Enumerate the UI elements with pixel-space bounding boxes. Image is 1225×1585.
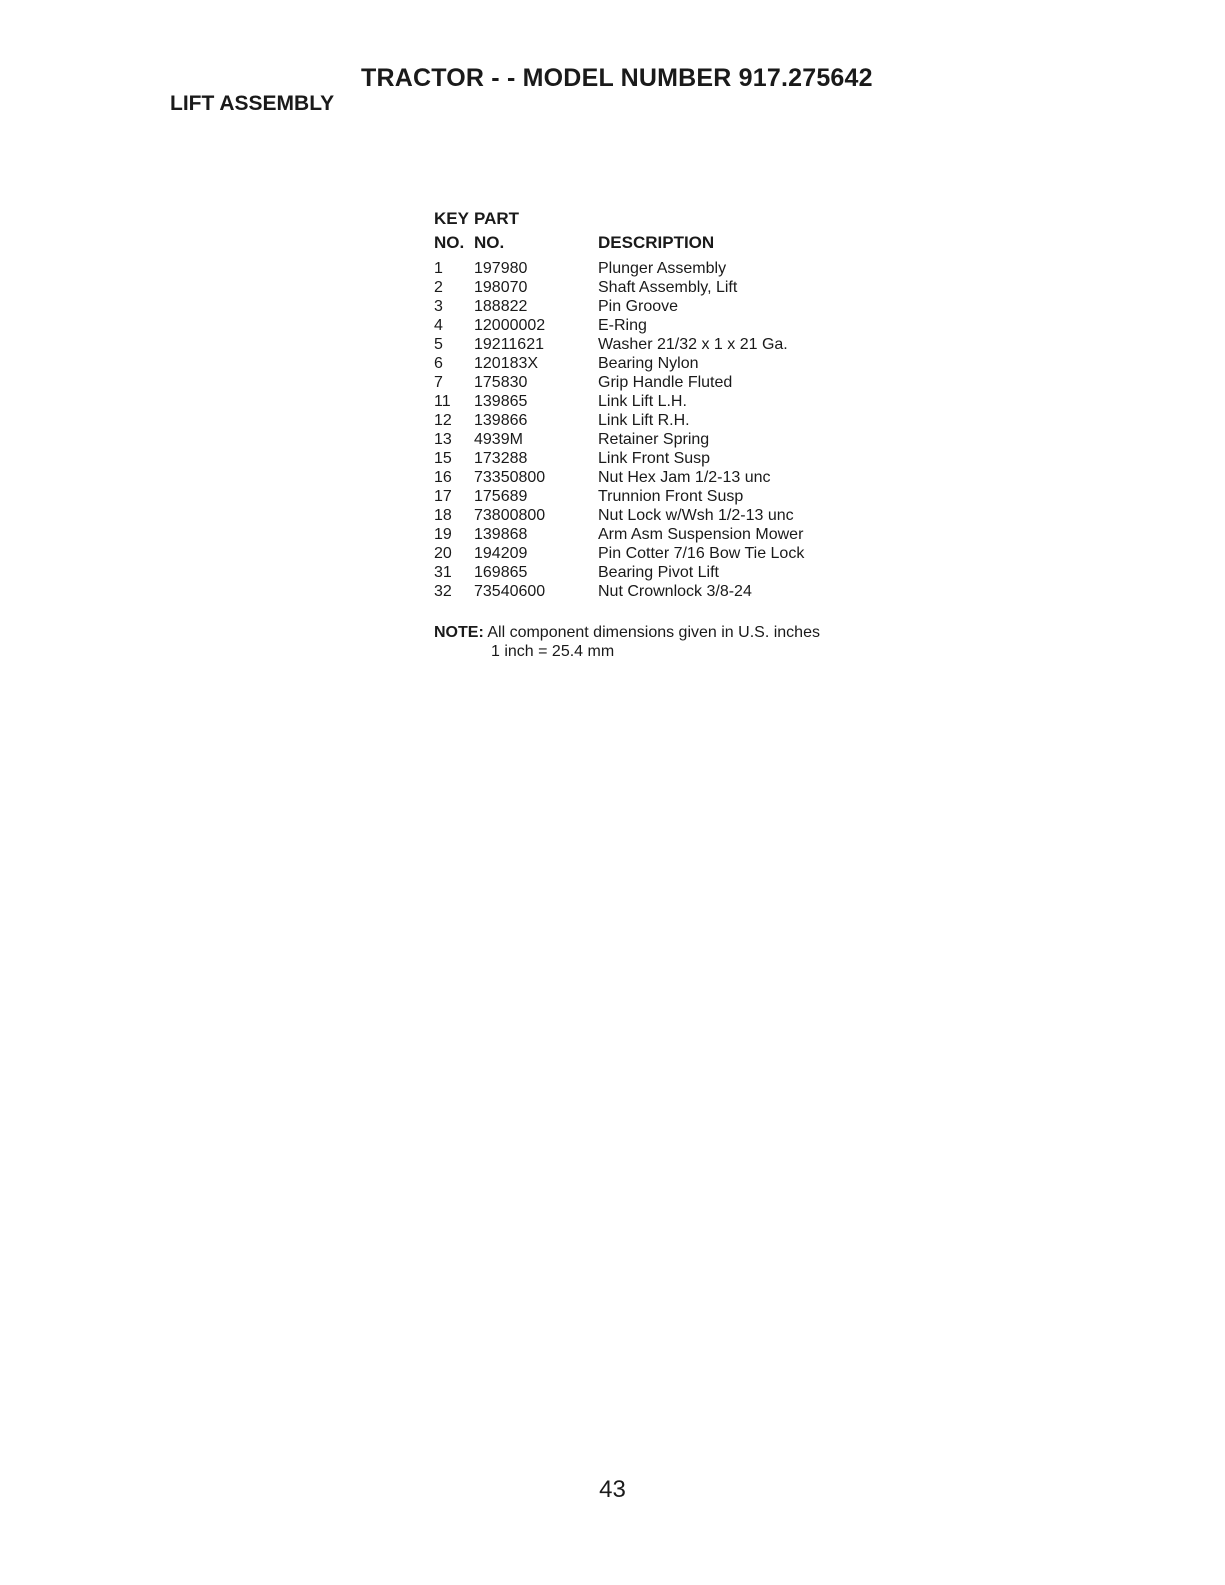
note-line-2: 1 inch = 25.4 mm bbox=[491, 643, 615, 660]
key-cell: 12 bbox=[434, 412, 452, 429]
description-cell: Nut Lock w/Wsh 1/2-13 unc bbox=[598, 507, 794, 524]
header-description: DESCRIPTION bbox=[598, 233, 715, 252]
part-number-cell: 12000002 bbox=[474, 317, 546, 334]
note-block bbox=[434, 623, 820, 661]
parts-table-body bbox=[434, 259, 898, 601]
description-cell: Bearing Pivot Lift bbox=[598, 564, 719, 581]
part-number-cell: 175689 bbox=[474, 488, 528, 505]
section-title: LIFT ASSEMBLY bbox=[170, 92, 335, 115]
key-cell: 6 bbox=[434, 355, 443, 372]
part-number-cell: 139866 bbox=[474, 412, 528, 429]
key-cell: 18 bbox=[434, 507, 452, 524]
note-line-1 bbox=[434, 623, 820, 642]
table-row bbox=[434, 487, 898, 506]
parts-table bbox=[434, 208, 898, 601]
table-row bbox=[434, 430, 898, 449]
part-number-cell: 194209 bbox=[474, 545, 528, 562]
table-row bbox=[434, 392, 898, 411]
part-number-cell: 139865 bbox=[474, 393, 528, 410]
part-number-cell: 198070 bbox=[474, 279, 528, 296]
key-cell: 2 bbox=[434, 279, 443, 296]
header-key-bottom: NO. bbox=[434, 233, 465, 252]
table-row bbox=[434, 582, 898, 601]
table-row bbox=[434, 449, 898, 468]
part-number-cell: 173288 bbox=[474, 450, 528, 467]
part-number-cell: 197980 bbox=[474, 260, 528, 277]
parts-table-header bbox=[434, 208, 898, 259]
description-cell: Nut Crownlock 3/8-24 bbox=[598, 583, 752, 600]
part-number-cell: 73350800 bbox=[474, 469, 546, 486]
key-cell: 11 bbox=[434, 393, 451, 410]
part-number-cell: 73800800 bbox=[474, 507, 546, 524]
key-cell: 13 bbox=[434, 431, 452, 448]
description-cell: Arm Asm Suspension Mower bbox=[598, 526, 804, 543]
key-cell: 3 bbox=[434, 298, 443, 315]
table-row bbox=[434, 335, 898, 354]
key-cell: 32 bbox=[434, 583, 452, 600]
part-number-cell: 19211621 bbox=[474, 336, 544, 353]
note-label: NOTE: bbox=[434, 624, 484, 641]
part-number-cell: 73540600 bbox=[474, 583, 546, 600]
part-number-cell: 4939M bbox=[474, 431, 523, 448]
table-row bbox=[434, 354, 898, 373]
key-cell: 1 bbox=[434, 260, 443, 277]
key-cell: 5 bbox=[434, 336, 443, 353]
key-cell: 17 bbox=[434, 488, 452, 505]
description-cell: Nut Hex Jam 1/2-13 unc bbox=[598, 469, 771, 486]
table-row bbox=[434, 544, 898, 563]
table-row bbox=[434, 506, 898, 525]
header-row-top bbox=[434, 208, 898, 230]
table-row bbox=[434, 468, 898, 487]
part-number-cell: 175830 bbox=[474, 374, 528, 391]
key-cell: 4 bbox=[434, 317, 443, 334]
table-row bbox=[434, 563, 898, 582]
description-cell: Link Front Susp bbox=[598, 450, 711, 467]
header-key-top: KEY bbox=[434, 209, 469, 228]
key-cell: 15 bbox=[434, 450, 452, 467]
description-cell: Trunnion Front Susp bbox=[598, 488, 744, 505]
key-cell: 7 bbox=[434, 374, 443, 391]
header-part-top: PART bbox=[474, 209, 520, 228]
key-cell: 16 bbox=[434, 469, 452, 486]
key-cell: 19 bbox=[434, 526, 452, 543]
part-number-cell: 169865 bbox=[474, 564, 528, 581]
header-part-bottom: NO. bbox=[474, 233, 505, 252]
part-number-cell: 139868 bbox=[474, 526, 528, 543]
description-cell: Link Lift R.H. bbox=[598, 412, 690, 429]
description-cell: Retainer Spring bbox=[598, 431, 710, 448]
description-cell: Plunger Assembly bbox=[598, 260, 727, 277]
description-cell: Shaft Assembly, Lift bbox=[598, 279, 738, 296]
description-cell: Grip Handle Fluted bbox=[598, 374, 733, 391]
note-text: All component dimensions given in U.S. inches bbox=[487, 624, 820, 641]
table-row bbox=[434, 259, 898, 278]
description-cell: Pin Cotter 7/16 Bow Tie Lock bbox=[598, 545, 805, 562]
table-row bbox=[434, 278, 898, 297]
table-row bbox=[434, 525, 898, 544]
description-cell: Bearing Nylon bbox=[598, 355, 699, 372]
table-row bbox=[434, 373, 898, 392]
key-cell: 31 bbox=[434, 564, 452, 581]
description-cell: Link Lift L.H. bbox=[598, 393, 687, 410]
table-row bbox=[434, 411, 898, 430]
description-cell: E-Ring bbox=[598, 317, 647, 334]
header-spacer bbox=[598, 208, 898, 230]
description-cell: Washer 21/32 x 1 x 21 Ga. bbox=[598, 336, 788, 353]
table-row bbox=[434, 297, 898, 316]
part-number-cell: 188822 bbox=[474, 298, 528, 315]
part-number-cell: 120183X bbox=[474, 355, 539, 372]
table-row bbox=[434, 316, 898, 335]
header-row-bottom bbox=[434, 230, 898, 259]
page-title: TRACTOR - - MODEL NUMBER 917.275642 bbox=[361, 64, 873, 92]
key-cell: 20 bbox=[434, 545, 452, 562]
description-cell: Pin Groove bbox=[598, 298, 679, 315]
page-number: 43 bbox=[599, 1476, 626, 1503]
